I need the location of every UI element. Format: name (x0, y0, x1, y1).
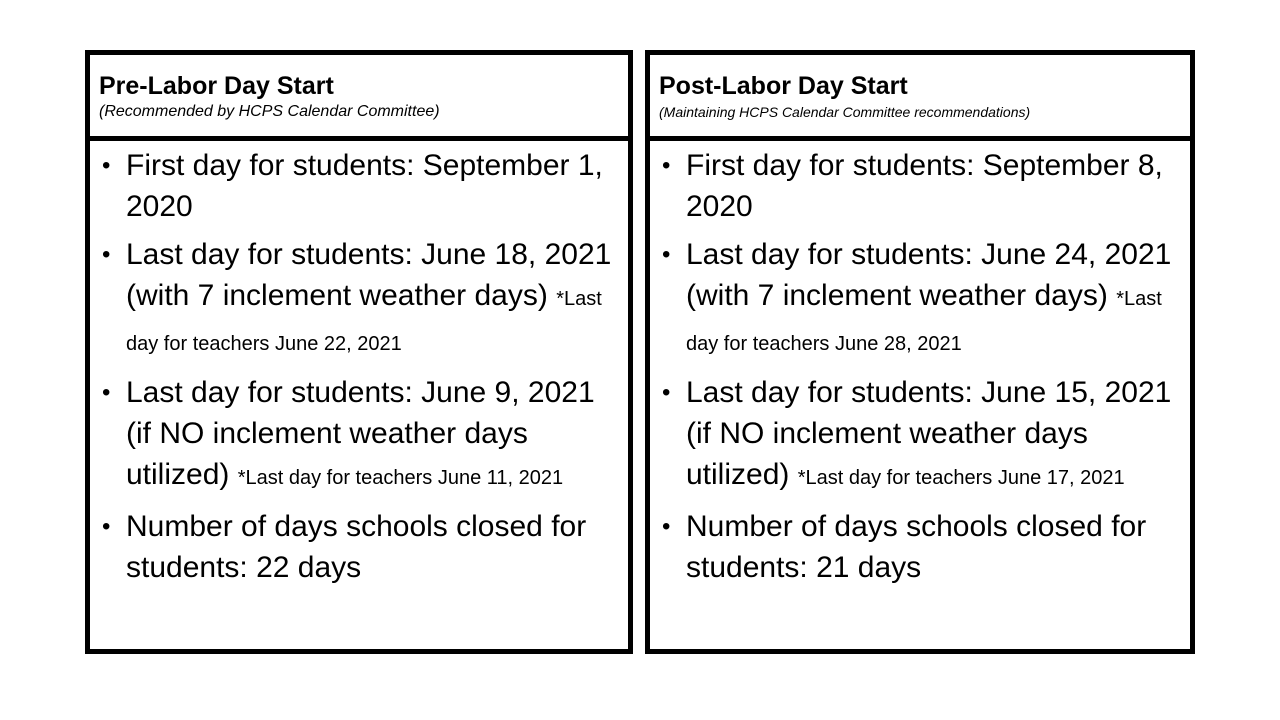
days-closed-text: Number of days schools closed for students: 21 days (686, 510, 1147, 584)
teacher-last-day-note: *Last day for teachers June 22, 2021 (126, 288, 602, 355)
bullet-list (90, 141, 628, 588)
bullet-list (650, 141, 1190, 588)
bullet-icon: • (102, 379, 111, 406)
first-day-text: First day for students: September 8, 2020 (686, 149, 1163, 223)
days-closed-item (102, 506, 624, 588)
days-closed-text: Number of days schools closed for students: 22 days (126, 510, 587, 584)
last-day-weather-item (662, 234, 1186, 365)
teacher-last-day-note: *Last day for teachers June 11, 2021 (237, 467, 564, 489)
first-day-item (662, 145, 1186, 227)
teacher-last-day-note: *Last day for teachers June 28, 2021 (686, 288, 1162, 355)
bullet-icon: • (102, 513, 111, 540)
post-labor-day-panel (645, 50, 1195, 654)
first-day-text: First day for students: September 1, 2020 (126, 149, 603, 223)
last-day-no-weather-text: Last day for students: June 9, 2021 (if NO inclement weather days utilized) (126, 376, 595, 491)
bullet-icon: • (102, 241, 111, 268)
bullet-icon: • (662, 379, 671, 406)
panel-header (650, 55, 1190, 141)
panel-title: Pre-Labor Day Start (99, 72, 334, 100)
days-closed-item (662, 506, 1186, 588)
last-day-weather-item (102, 234, 624, 365)
last-day-weather-text: Last day for students: June 24, 2021 (with 7 inclement weather days) (686, 238, 1172, 312)
panel-header (90, 55, 628, 141)
teacher-last-day-note: *Last day for teachers June 17, 2021 (797, 467, 1125, 489)
panel-subtitle: (Recommended by HCPS Calendar Committee) (99, 103, 440, 120)
panel-title: Post-Labor Day Start (659, 72, 908, 100)
first-day-item (102, 145, 624, 227)
last-day-no-weather-item (662, 372, 1186, 499)
last-day-weather-text: Last day for students: June 18, 2021 (with 7 inclement weather days) (126, 238, 612, 312)
last-day-no-weather-item (102, 372, 624, 499)
bullet-icon: • (662, 152, 671, 179)
last-day-no-weather-text: Last day for students: June 15, 2021 (if NO inclement weather days utilized) (686, 376, 1172, 491)
pre-labor-day-panel (85, 50, 633, 654)
panel-subtitle: (Maintaining HCPS Calendar Committee recommendations) (659, 104, 1031, 120)
bullet-icon: • (662, 513, 671, 540)
bullet-icon: • (102, 152, 111, 179)
bullet-icon: • (662, 241, 671, 268)
